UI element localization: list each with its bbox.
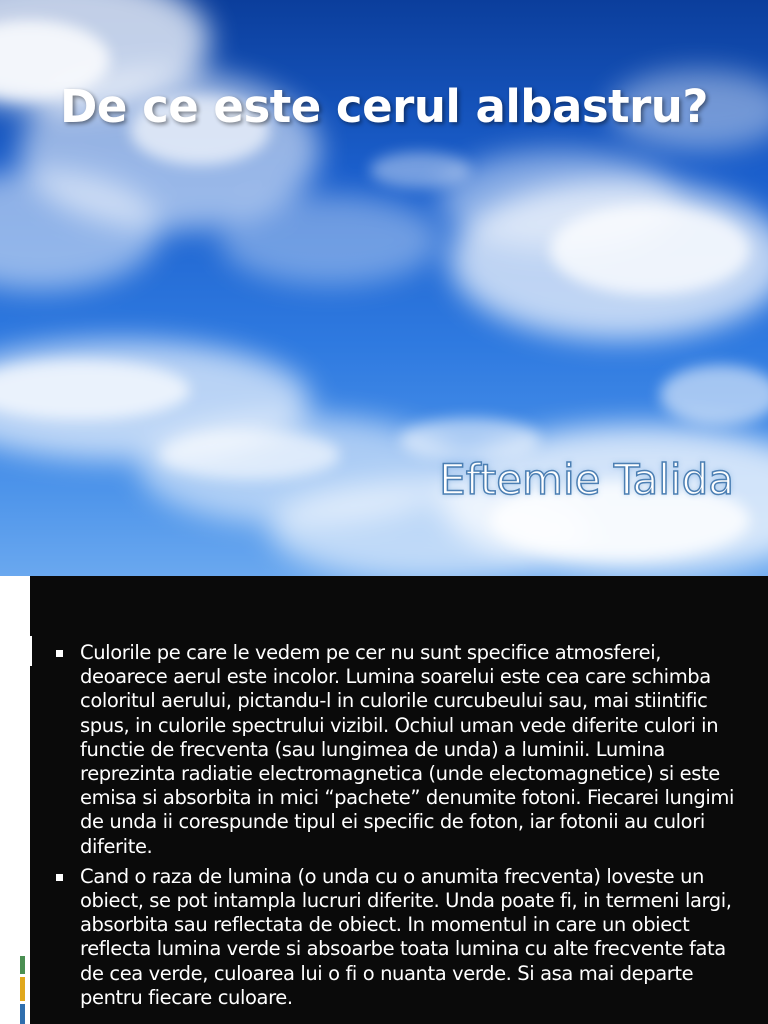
bullet-item [52, 865, 742, 1010]
text-slide[interactable] [0, 576, 768, 1024]
square-bullet-icon [56, 874, 63, 881]
slide-accent-bars [20, 956, 26, 1024]
square-bullet-icon [56, 650, 63, 657]
bullet-text: Cand o raza de lumina (o unda cu o anumita frecventa) loveste un obiect, se pot intampla lucruri diferite. Unda poate fi, in termeni largi, absorbita sau reflectata de obiect. In momentul in care un obiect reflecta lumina verde si absoarbe toata lumina cu alte frecvente fata de cea verde, culoarea lui o fi o nuanta verde. Si asa mai departe pentru fiecare culoare. [80, 864, 732, 1009]
bullet-item [52, 641, 742, 859]
author-name: Eftemie Talida [439, 455, 734, 504]
bullet-text: Culorile pe care le vedem pe cer nu sunt specifice atmosferei, deoarece aerul este incolor. Lumina soarelui este cea care schimba coloritul aerului, pictandu-l in culorile curcubeului sau, mai stiintific spus, in culorile spectrului vizibil. Ochiul uman vede diferite culori in functie de frecventa (sau lungimea de unda) a luminii. Lumina reprezinta radiatie electromagnetica (unde electomagnetice) si este emisa si absorbita in mici “pachete” denumite fotoni. Fiecarei lungimi de unda ii corespunde tipul ei specific de foton, iar fotonii au culori diferite. [80, 641, 735, 858]
slide-title: De ce este cerul albastru? [60, 80, 708, 134]
bullet-list [52, 641, 742, 1016]
slide-edge-marker [20, 636, 34, 666]
